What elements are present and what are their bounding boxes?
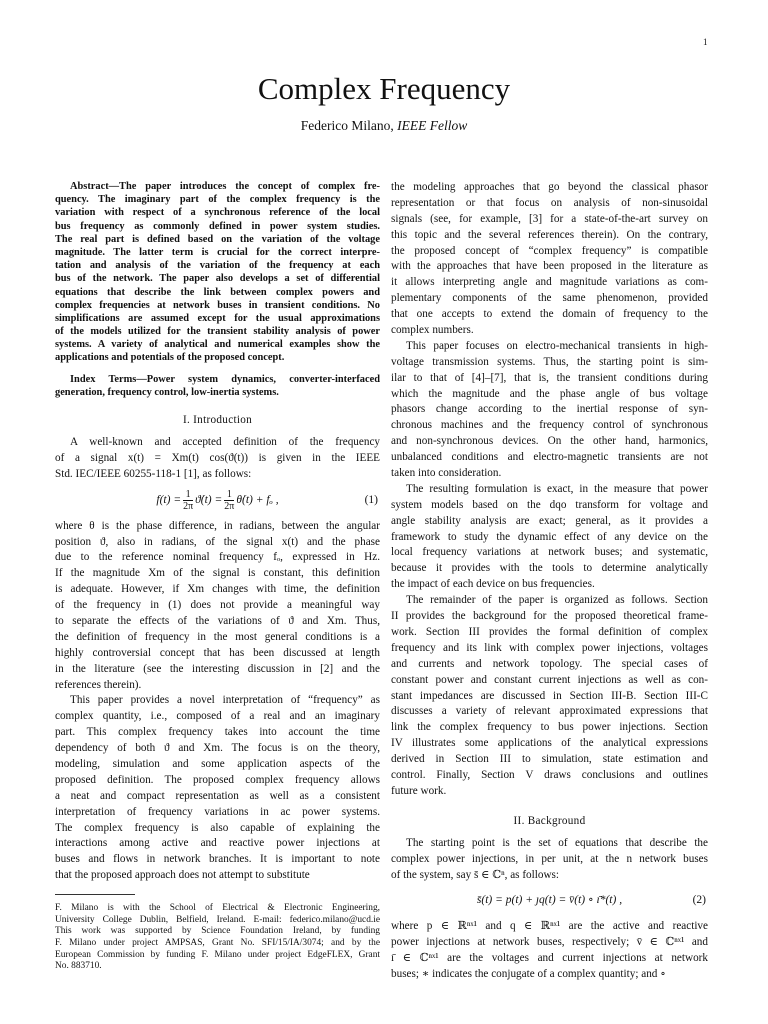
text-line: European Commission by funding F. Milano under project EdgeFLEX, Grant <box>55 949 380 960</box>
text-line: complex power injections, in per unit, at the n network buses <box>391 852 708 865</box>
text-line: IV illustrates some applications of the analytical expressions <box>391 737 708 750</box>
text-line: to separate the effects of the variations of ϑ and Xm. Thus, <box>55 615 380 628</box>
text-line: modeling, simulation and some application aspects of the <box>55 758 380 771</box>
text-line: buses and flows in network branches. It is important to note <box>55 853 380 866</box>
text-line: complex frequencies at network buses in transient conditions. No <box>55 299 380 311</box>
text-line: The real part is defined based on the variation of the voltage <box>55 233 380 245</box>
text-line: plementary components of the same phenomenon, provided <box>391 292 708 305</box>
text-line: The resulting formulation is exact, in the measure that power <box>406 482 708 495</box>
text-line: due to the reference nominal frequency fₒ, expressed in Hz. <box>55 551 380 564</box>
text-line: highly controversial concept that has been discussed at length <box>55 646 380 659</box>
text-line: constant power and constant current injections as well as con- <box>391 673 708 686</box>
text-line: where p ∈ ℝⁿˣ¹ and q ∈ ℝⁿˣ¹ are the active and reactive <box>391 920 708 933</box>
text-line: future work. <box>391 784 447 797</box>
text-line: complex numbers. <box>391 324 474 337</box>
footnote-rule <box>55 894 135 895</box>
text-line: of the models utilized for the transient stability analysis of power <box>55 326 380 338</box>
eq1-mid1: ϑ̇(t) = <box>195 493 223 506</box>
text-line: derived in Section III to simulation, state estimation and <box>391 753 708 766</box>
text-line: This paper provides a novel interpretation of “frequency” as <box>70 694 380 707</box>
text-line: This paper focuses on electro-mechanical transients in high- <box>406 339 708 352</box>
paper-title: Complex Frequency <box>257 71 511 106</box>
eq2-number: (2) <box>692 894 706 907</box>
text-line: framework to study the dynamic effect of any device on the <box>391 530 708 543</box>
text-line: the modeling approaches that go beyond the classical phasor <box>391 181 708 193</box>
eq1-mid2: θ̇(t) + fₒ , <box>236 493 279 506</box>
text-line: simplifications are assumed except for the usual approximations <box>55 312 380 324</box>
author-line <box>0 118 768 134</box>
text-line: bus frequency as commonly defined in power system studies. <box>55 220 380 232</box>
text-line: link the complex frequency to bus power injections. Section <box>391 721 708 734</box>
index-terms <box>55 373 380 399</box>
text-line: work. Section III provides the formal definition of complex <box>391 625 708 638</box>
text-line: which the magnitude and the phase angle of bus voltage <box>391 387 708 400</box>
text-line: Index Terms—Power system dynamics, converter-interfaced <box>70 373 380 385</box>
text-line: generation, frequency control, low-inertia systems. <box>55 386 279 398</box>
text-line: and currents and network topology. The special cases of <box>391 657 708 670</box>
text-line: representation or that focus on analysis of non-sinusoidal <box>391 196 708 209</box>
right-column <box>391 180 708 983</box>
text-line: because it provides with the tools to determine analytically <box>391 562 708 575</box>
text-line: and non-synchronous devices. On the other hand, harmonics, <box>391 435 708 448</box>
footnote <box>55 903 380 973</box>
eq1-fraction-2: $\frac{1}{2\pi}$ <box>224 489 235 513</box>
equation-1 <box>55 483 380 519</box>
page-number: 1 <box>703 37 708 47</box>
text-line: that one accepts to extend the domain of frequency to the <box>391 308 708 321</box>
text-line: taken into consideration. <box>391 467 502 480</box>
paragraph-right-3 <box>391 482 708 593</box>
text-line: F. Milano under project AMPSAS, Grant No. SFI/15/IA/3074; and by the <box>55 937 380 948</box>
text-line: ı̄ ∈ ℂⁿˣ¹ are the voltages and current injections at network <box>391 952 708 965</box>
text-line: buses; ∗ indicates the conjugate of a complex quantity; and ∘ <box>391 968 666 981</box>
text-line: University College Dublin, Belfield, Ireland. E-mail: federico.milano@ucd.ie <box>55 914 380 925</box>
left-column <box>55 180 380 973</box>
text-line: quency. The imaginary part of the complex frequency is the <box>55 194 380 206</box>
text-line: variation with respect of a synchronous reference of the local <box>55 207 380 219</box>
text-line: a neat and compact representation as well as a consistent <box>55 789 380 802</box>
text-line: the proposed concept of “complex frequency” is compatible <box>391 244 708 257</box>
text-line: bus of the network. The paper also develops a set of differential <box>55 273 380 285</box>
text-line: complex quantity, i.e., composed of a real and an imaginary <box>55 710 380 723</box>
text-line: of the frequency in (1) does not provide a meaningful way <box>55 599 380 612</box>
text-line: frequency and its link with complex power injections, voltages <box>391 641 708 654</box>
text-line: the impact of each device on bus frequencies. <box>391 578 595 591</box>
text-line: No. 883710. <box>55 961 102 972</box>
text-line: this topic and the several references therein). On the contrary, <box>391 228 708 241</box>
text-line: The remainder of the paper is organized as follows. Section <box>406 594 708 607</box>
text-line: it allows interpreting angle and magnitude variations as com- <box>391 276 708 289</box>
text-line: local frequency variations at network buses; and systematic, <box>391 546 708 559</box>
text-line: that the proposed approach does not attempt to substitute <box>55 869 310 882</box>
text-line: If the magnitude Xm of the signal is constant, this definition <box>55 567 380 580</box>
text-line: the definition of frequency in the most general conditions is a <box>55 630 380 643</box>
text-line: references therein). <box>55 678 142 691</box>
text-line: with the approaches that have been proposed in the literature as <box>391 260 708 273</box>
text-line: applications and potentials of the proposed concept. <box>55 352 285 364</box>
text-line: chronous machines and the frequency control of synchronous <box>391 419 708 432</box>
paragraph-right-1 <box>391 180 708 339</box>
text-line: power injections at network buses, respectively; v̄ ∈ ℂⁿˣ¹ and <box>391 936 708 949</box>
text-line: position ϑ, also in radians, of the signal x(t) and the phase <box>55 535 380 548</box>
text-line: angle stability analysis are exact; general, as it provides a <box>391 514 708 527</box>
paragraph-right-5 <box>391 836 708 884</box>
text-line: phasors change according to the inertial response of syn- <box>391 403 708 416</box>
text-line: systems. A variety of analytical and numerical examples show the <box>55 339 380 351</box>
section-heading-introduction: I. Introduction <box>182 414 253 426</box>
paragraph-right-4 <box>391 593 708 800</box>
text-line: proposed definition. The proposed complex frequency allows <box>55 773 380 786</box>
text-line: unbalanced conditions and electro-magnetic transients are not <box>391 451 708 464</box>
text-line: part. This complex frequency takes into account the time <box>55 726 380 739</box>
text-line: Std. IEC/IEEE 60255-118-1 [1], as follows: <box>55 467 252 480</box>
author-affiliation: IEEE Fellow <box>397 118 468 133</box>
paragraph-right-6 <box>391 919 708 983</box>
text-line: interactions among active and reactive power injections at <box>55 837 380 850</box>
eq1-number: (1) <box>364 493 378 506</box>
text-line: of a signal x(t) = Xm(t) cos(ϑ(t)) is given in the IEEE <box>55 451 380 464</box>
text-line: F. Milano is with the School of Electrical & Electronic Engineering, <box>55 903 380 914</box>
text-line: magnitude. The latter term is crucial for the correct interpre- <box>55 246 380 258</box>
text-line: stant impedances are discussed in Section III-B. Section III-C <box>391 689 708 702</box>
eq1-fraction-1: $\frac{1}{2\pi}$ <box>183 489 194 513</box>
text-line: system models based on the dqo transform for voltage and <box>391 498 708 511</box>
text-line: II provides the background for the proposed theoretical frame- <box>391 610 708 623</box>
text-line: voltage transmission systems. Thus, the starting point is sim- <box>391 355 708 368</box>
eq1-lhs: f(t) = <box>156 493 182 506</box>
text-line: signals (see, for example, [3] for a state-of-the-art survey on <box>391 212 708 225</box>
text-line: in the literature (see the interesting discussion in [2] and the <box>55 662 380 675</box>
text-line: where θ is the phase difference, in radians, between the angular <box>55 519 380 532</box>
text-line: equations that describe the link between complex powers and <box>55 286 380 298</box>
author-name: Federico Milano, <box>300 118 398 133</box>
text-line: of the system, say s̄ ∈ ℂⁿ, as follows: <box>391 868 559 881</box>
paragraph-intro-3 <box>55 693 380 884</box>
section-heading-background: II. Background <box>513 814 586 827</box>
text-line: The complex frequency is also capable of explaining the <box>55 821 380 834</box>
text-line: ilar to that of [4]–[7], that is, the transient conditions during <box>391 371 708 384</box>
text-line: The starting point is the set of equations that describe the <box>406 836 708 849</box>
text-line: dependency of both ϑ and Xm. The focus is on the theory, <box>55 742 380 755</box>
text-line: This work was supported by Science Foundation Ireland, by funding <box>55 926 380 937</box>
text-line: A well-known and accepted definition of the frequency <box>70 436 380 448</box>
eq2-body: s̄(t) = p(t) + ȷq(t) = v̄(t) ∘ ı̄*(t) , <box>476 894 623 907</box>
paragraph-right-2 <box>391 339 708 482</box>
text-line: tation and analysis of the variation of the frequency at each <box>55 260 380 272</box>
paragraph-intro-2 <box>55 519 380 694</box>
abstract <box>55 180 380 365</box>
paragraph-intro-1 <box>55 435 380 483</box>
text-line: interpretation of frequency variations in ac power systems. <box>55 805 380 818</box>
equation-2 <box>391 883 708 919</box>
text-line: discusses a variety of relevant approximated expressions that <box>391 705 708 718</box>
text-line: is adequate. However, if Xm changes with time, the definition <box>55 583 380 596</box>
text-line: control. Finally, Section V draws conclusions and outlines <box>391 768 708 781</box>
text-line: Abstract—The paper introduces the concept of complex fre- <box>70 181 380 192</box>
